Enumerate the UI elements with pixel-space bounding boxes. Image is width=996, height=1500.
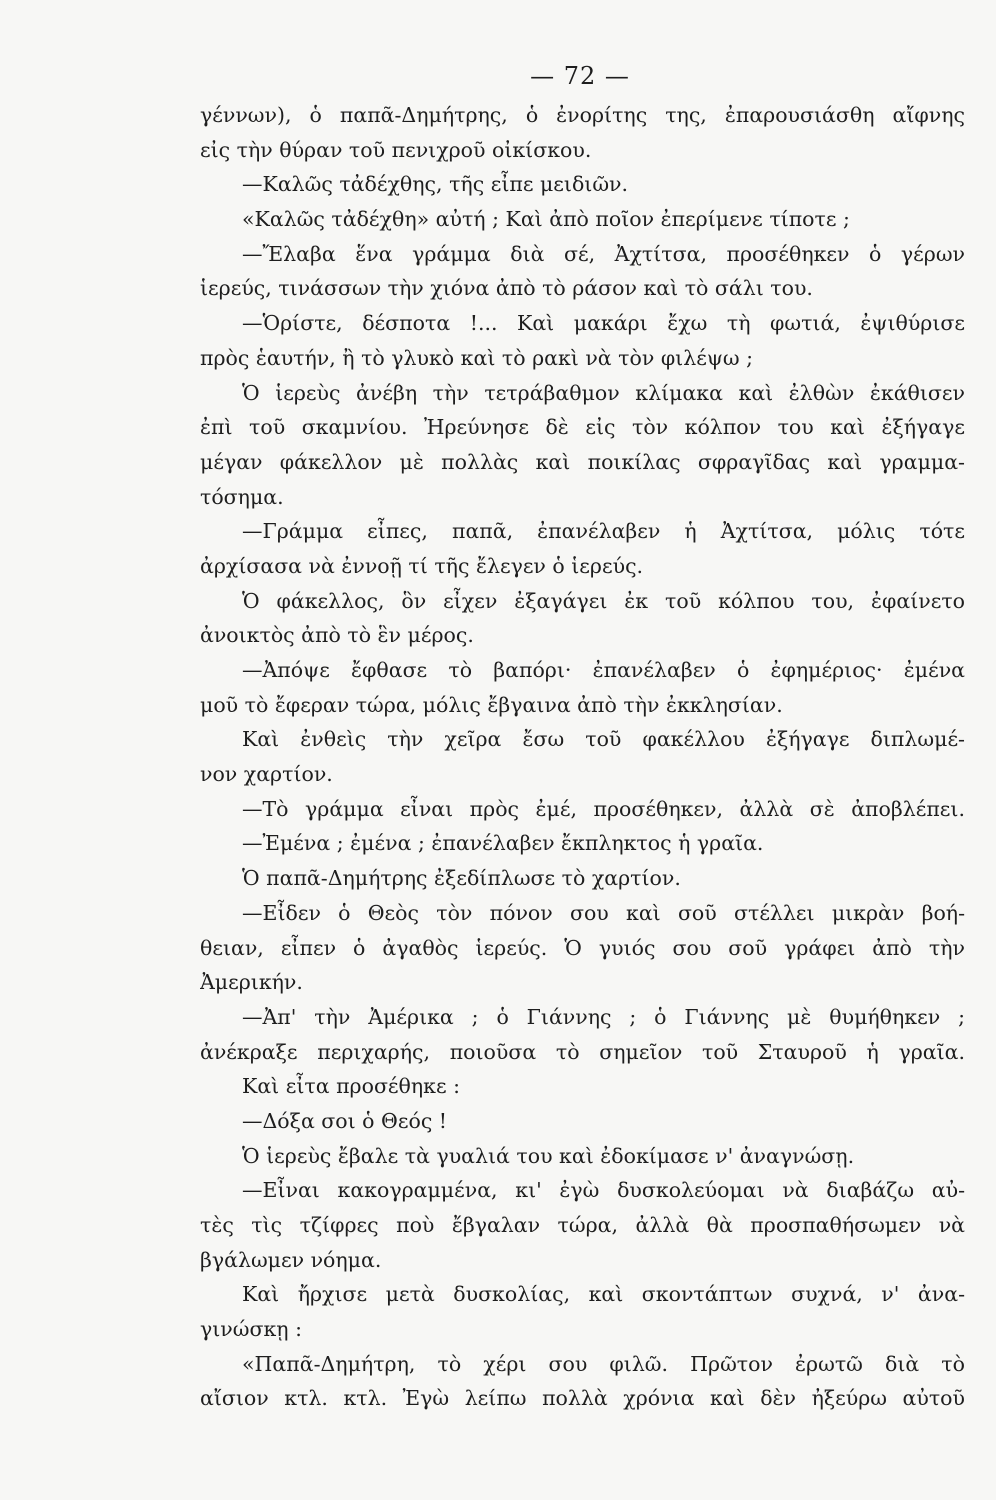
text-line: —Ἀπ' τὴν Ἀμέρικα ; ὁ Γιάννης ; ὁ Γιάννης μὲ θυμήθηκεν ; [242, 1004, 965, 1029]
text-line: —Καλῶς τἀδέχθης, τῆς εἶπε μειδιῶν. [242, 172, 629, 197]
page-number: — 72 — [530, 62, 630, 90]
text-line: ἐπὶ τοῦ σκαμνίου. Ἠρεύνησε δὲ εἰς τὸν κόλπον του καὶ ἐξήγαγε [200, 415, 965, 440]
text-line: θειαν, εἶπεν ὁ ἀγαθὸς ἱερεύς. Ὁ γυιός σου σοῦ γράφει ἀπὸ τὴν [200, 935, 965, 960]
text-line: γινώσκῃ : [200, 1317, 302, 1342]
text-line: τόσημα. [200, 484, 284, 509]
text-line: —Γράμμα εἶπες, παπᾶ, ἐπανέλαβεν ἡ Ἀχτίτσα, μόλις τότε [242, 519, 965, 544]
text-line: Καὶ ἤρχισε μετὰ δυσκολίας, καὶ σκοντάπτων συχνά, ν' ἀνα- [242, 1282, 965, 1307]
text-line: γέννων), ὁ παπᾶ-Δημήτρης, ὁ ἐνορίτης της, ἐπαρουσιάσθη αἴφνης [200, 103, 965, 127]
text-line: —Ἀπόψε ἔφθασε τὸ βαπόρι· ἐπανέλαβεν ὁ ἐφημέριος· ἐμένα [242, 658, 965, 682]
text-line: —Εἶδεν ὁ Θεὸς τὸν πόνον σου καὶ σοῦ στέλλει μικρὰν βοή- [242, 900, 965, 925]
text-line: τὲς τὶς τζίφρες ποὺ ἔβγαλαν τώρα, ἀλλὰ θὰ προσπαθήσωμεν νὰ [200, 1213, 965, 1237]
text-line: —Δόξα σοι ὁ Θεός ! [242, 1108, 448, 1133]
text-line: Ὁ ἱερεὺς ἀνέβη τὴν τετράβαθμον κλίμακα καὶ ἐλθὼν ἐκάθισεν [242, 380, 965, 405]
text-line: ἀρχίσασα νὰ ἐννοῇ τί τῆς ἔλεγεν ὁ ἱερεύς. [200, 553, 644, 578]
text-line: μέγαν φάκελλον μὲ πολλὰς καὶ ποικίλας σφραγῖδας καὶ γραμμα- [200, 449, 965, 474]
text-line: —Ἔλαβα ἕνα γράμμα διὰ σέ, Ἀχτίτσα, προσέθηκεν ὁ γέρων [242, 241, 965, 266]
text-line: «Καλῶς τἀδέχθη» αὐτή ; Καὶ ἀπὸ ποῖον ἐπερίμενε τίποτε ; [242, 207, 850, 232]
text-line: βγάλωμεν νόημα. [200, 1247, 382, 1272]
text-line: αἴσιον κτλ. κτλ. Ἐγὼ λείπω πολλὰ χρόνια καὶ δὲν ἠξεύρω αὐτοῦ [200, 1386, 965, 1411]
text-line: Ὁ παπᾶ-Δημήτρης ἐξεδίπλωσε τὸ χαρτίον. [242, 866, 681, 891]
text-line: Καὶ ἐνθεὶς τὴν χεῖρα ἔσω τοῦ φακέλλου ἐξήγαγε διπλωμέ- [242, 727, 965, 752]
text-line: Καὶ εἶτα προσέθηκε : [242, 1074, 461, 1099]
text-line: ἀνέκραξε περιχαρής, ποιοῦσα τὸ σημεῖον τοῦ Σταυροῦ ἡ γραῖα. [200, 1039, 965, 1064]
body-text [200, 98, 965, 1416]
text-line: μοῦ τὸ ἔφεραν τώρα, μόλις ἔβγαινα ἀπὸ τὴν ἐκκλησίαν. [200, 692, 783, 717]
text-line: Ὁ φάκελλος, ὃν εἶχεν ἐξαγάγει ἐκ τοῦ κόλπου του, ἐφαίνετο [242, 588, 965, 613]
text-line: —Εἶναι κακογραμμένα, κι' ἐγὼ δυσκολεύομαι νὰ διαβάζω αὐ- [242, 1178, 965, 1203]
text-line: Ὁ ἱερεὺς ἔβαλε τὰ γυαλιά του καὶ ἐδοκίμασε ν' ἀναγνώσῃ. [242, 1143, 855, 1168]
text-line: «Παπᾶ-Δημήτρη, τὸ χέρι σου φιλῶ. Πρῶτον ἐρωτῶ διὰ τὸ [242, 1351, 965, 1376]
text-line: —Ἐμένα ; ἐμένα ; ἐπανέλαβεν ἔκπληκτος ἡ γραῖα. [242, 831, 764, 856]
text-line: Ἀμερικήν. [200, 970, 303, 995]
text-line: —Τὸ γράμμα εἶναι πρὸς ἐμέ, προσέθηκεν, ἀλλὰ σὲ ἀποβλέπει. [242, 796, 965, 821]
text-line: —Ὁρίστε, δέσποτα !... Καὶ μακάρι ἔχω τὴ φωτιά, ἐψιθύρισε [242, 311, 965, 336]
text-line: πρὸς ἑαυτήν, ἢ τὸ γλυκὸ καὶ τὸ ρακὶ νὰ τὸν φιλέψω ; [200, 345, 754, 370]
text-line: ἀνοικτὸς ἀπὸ τὸ ἓν μέρος. [200, 623, 474, 648]
text-line: εἰς τὴν θύραν τοῦ πενιχροῦ οἰκίσκου. [200, 137, 592, 162]
text-line: νον χαρτίον. [200, 762, 333, 787]
text-line: ἱερεύς, τινάσσων τὴν χιόνα ἀπὸ τὸ ράσον καὶ τὸ σάλι του. [200, 276, 813, 301]
